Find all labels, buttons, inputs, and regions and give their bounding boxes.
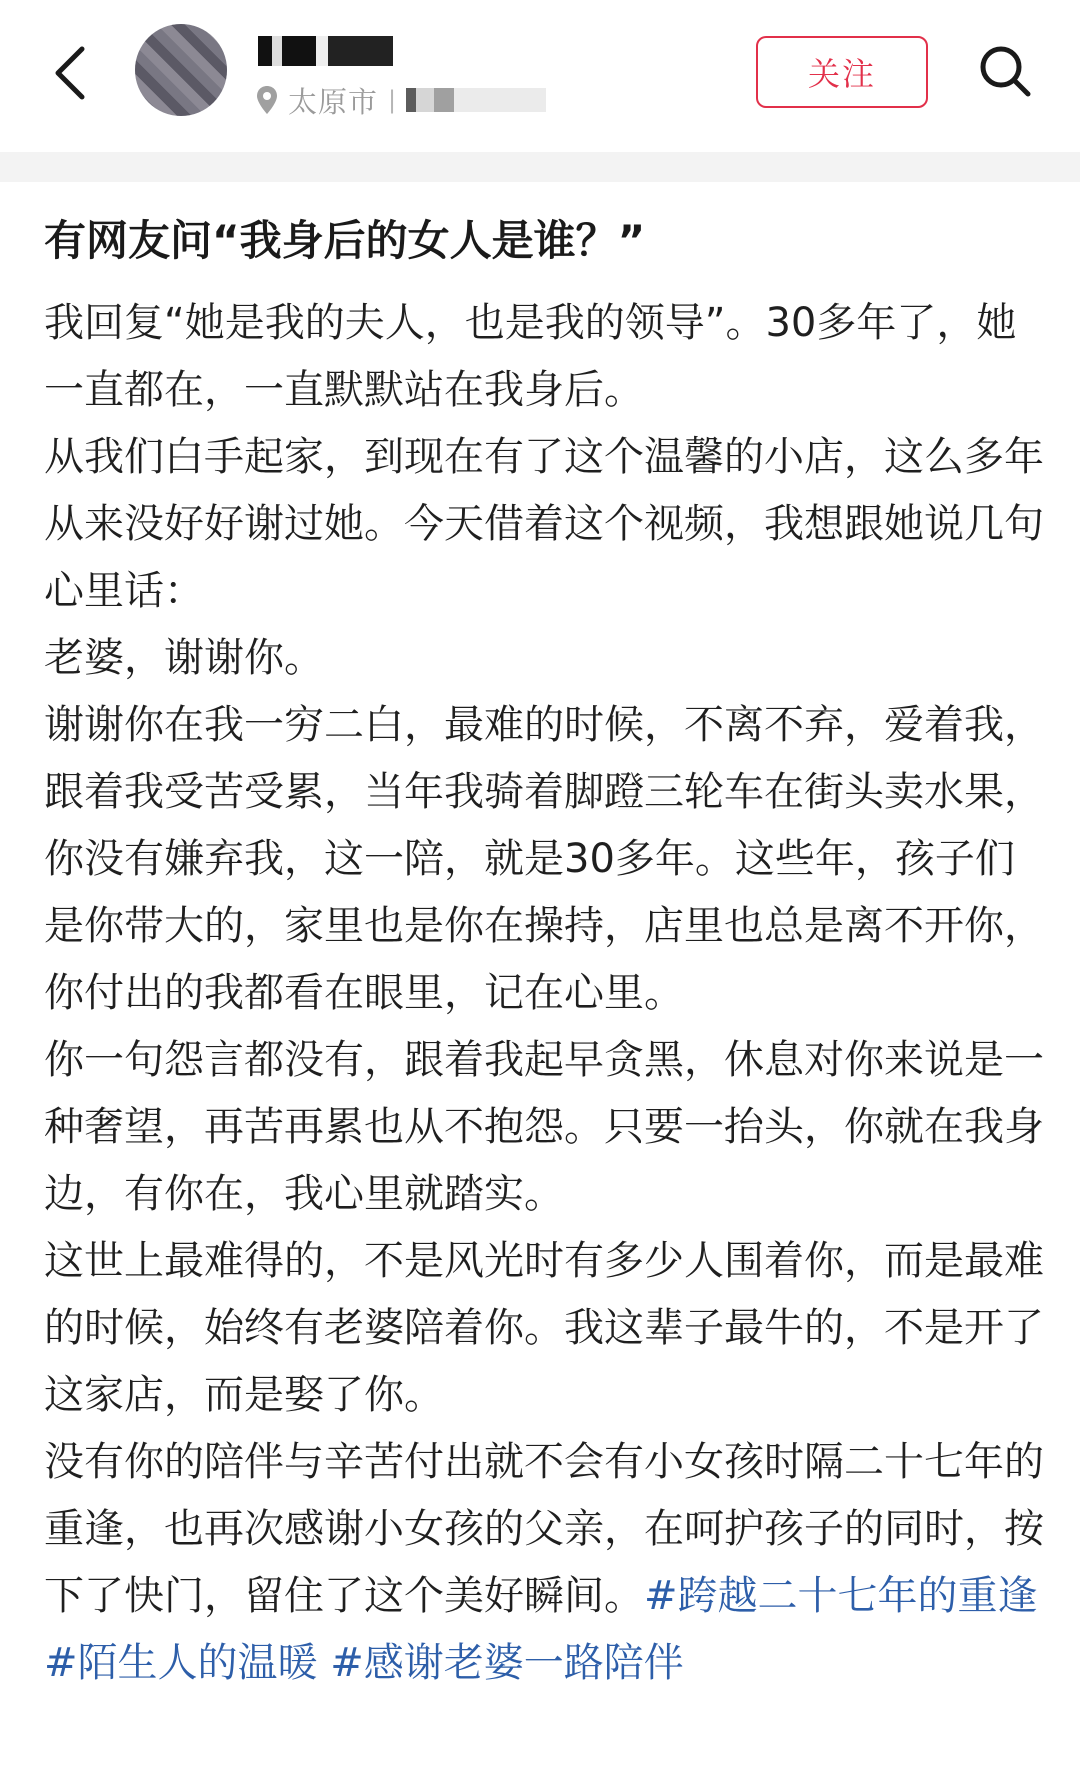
avatar-blur-mask	[135, 24, 227, 116]
location-text: 太原市	[288, 84, 379, 119]
location-row	[256, 80, 546, 120]
post-paragraph: 我回复“她是我的夫人，也是我的领导”。30多年了，她一直都在，一直默默站在我身后。	[44, 300, 1017, 413]
post-paragraph: 老婆，谢谢你。	[44, 635, 324, 681]
hashtag-link[interactable]: #感谢老婆一路陪伴	[330, 1640, 684, 1686]
back-button[interactable]	[40, 38, 100, 108]
post-paragraph: 谢谢你在我一穷二白，最难的时候，不离不弃，爱着我，跟着我受苦受累，当年我骑着脚蹬三轮车在街头卖水果，你没有嫌弃我，这一陪，就是30多年。这些年，孩子们是你带大的，家里也是你在操持，店里也总是离不开你，你付出的我都看在眼里，记在心里。	[44, 702, 1044, 1016]
chevron-left-icon	[52, 45, 88, 101]
post-body	[44, 290, 1044, 1697]
ip-info-redacted	[406, 88, 546, 112]
follow-button[interactable]: 关注	[756, 36, 928, 108]
hashtag-link[interactable]: #跨越二十七年的重逢	[644, 1573, 1038, 1619]
top-bar	[0, 0, 1080, 152]
username-redacted[interactable]	[258, 36, 393, 66]
post-paragraph-last	[44, 1429, 1044, 1697]
search-icon	[978, 44, 1032, 98]
search-button[interactable]	[970, 36, 1040, 106]
hashtag-link[interactable]: #陌生人的温暖	[44, 1640, 318, 1686]
avatar[interactable]	[135, 24, 227, 116]
post-paragraph: 从我们白手起家，到现在有了这个温馨的小店，这么多年从来没好好谢过她。今天借着这个视频，我想跟她说几句心里话：	[44, 434, 1044, 614]
location-pin-icon	[256, 85, 278, 115]
post-paragraph: 你一句怨言都没有，跟着我起早贪黑，休息对你来说是一种奢望，再苦再累也从不抱怨。只要一抬头，你就在我身边，有你在，我心里就踏实。	[44, 1037, 1044, 1217]
location-separator: |	[388, 86, 397, 114]
post-paragraph: 这世上最难得的，不是风光时有多少人围着你，而是最难的时候，始终有老婆陪着你。我这辈子最牛的，不是开了这家店，而是娶了你。	[44, 1238, 1044, 1418]
post-title: 有网友问“我身后的女人是谁？”	[44, 216, 646, 265]
post-content	[44, 214, 1044, 1697]
post-paragraph-text: 没有你的陪伴与辛苦付出就不会有小女孩时隔二十七年的重逢，也再次感谢小女孩的父亲，在呵护孩子的同时，按下了快门，留住了这个美好瞬间。	[44, 1439, 1044, 1619]
header-divider	[0, 152, 1080, 182]
